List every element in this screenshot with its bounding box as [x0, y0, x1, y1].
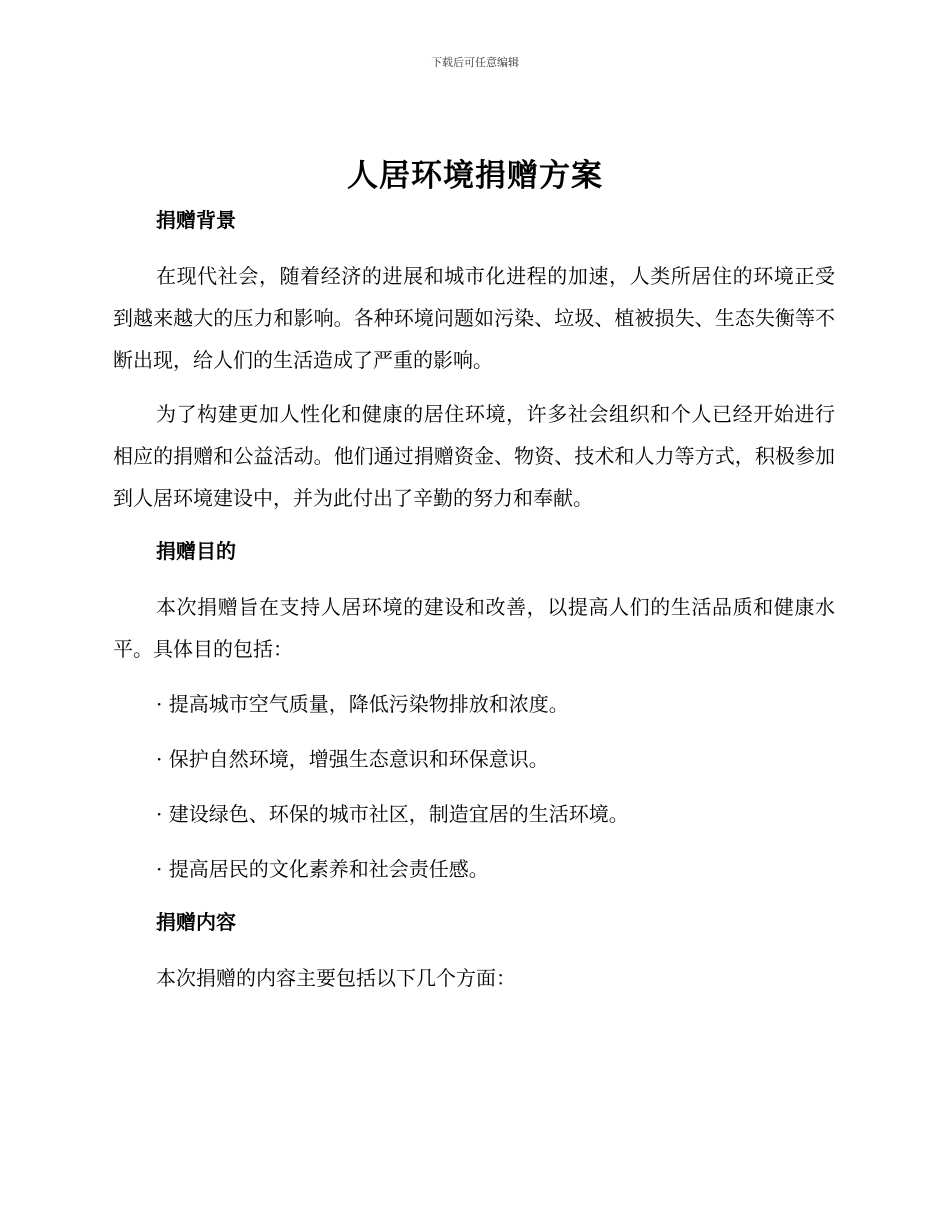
section-heading-content: 捐赠内容 — [156, 910, 236, 934]
document-body — [113, 200, 835, 999]
bullet-item: · 建设绿色、环保的城市社区，制造宜居的生活环境。 — [156, 802, 629, 826]
bullet-item: · 提高城市空气质量，降低污染物排放和浓度。 — [156, 692, 569, 716]
bullet-item: · 提高居民的文化素养和社会责任感。 — [156, 857, 489, 881]
document-title: 人居环境捐赠方案 — [347, 158, 603, 194]
paragraph: 本次捐赠的内容主要包括以下几个方面： — [156, 966, 516, 990]
section-heading-purpose: 捐赠目的 — [156, 539, 236, 563]
paragraph: 本次捐赠旨在支持人居环境的建设和改善，以提高人们的生活品质和健康水平。具体目的包括： — [113, 595, 835, 661]
section-heading-background: 捐赠背景 — [156, 208, 236, 232]
paragraph: 在现代社会，随着经济的进展和城市化进程的加速，人类所居住的环境正受到越来越大的压力和影响。各种环境问题如污染、垃圾、植被损失、生态失衡等不断出现，给人们的生活造成了严重的影响。 — [113, 264, 835, 372]
page-header: 下载后可任意编辑 — [431, 56, 519, 69]
bullet-item: · 保护自然环境，增强生态意识和环保意识。 — [156, 747, 549, 771]
paragraph: 为了构建更加人性化和健康的居住环境，许多社会组织和个人已经开始进行相应的捐赠和公益活动。他们通过捐赠资金、物资、技术和人力等方式，积极参加到人居环境建设中，并为此付出了辛勤的努力和奉献。 — [113, 402, 835, 510]
